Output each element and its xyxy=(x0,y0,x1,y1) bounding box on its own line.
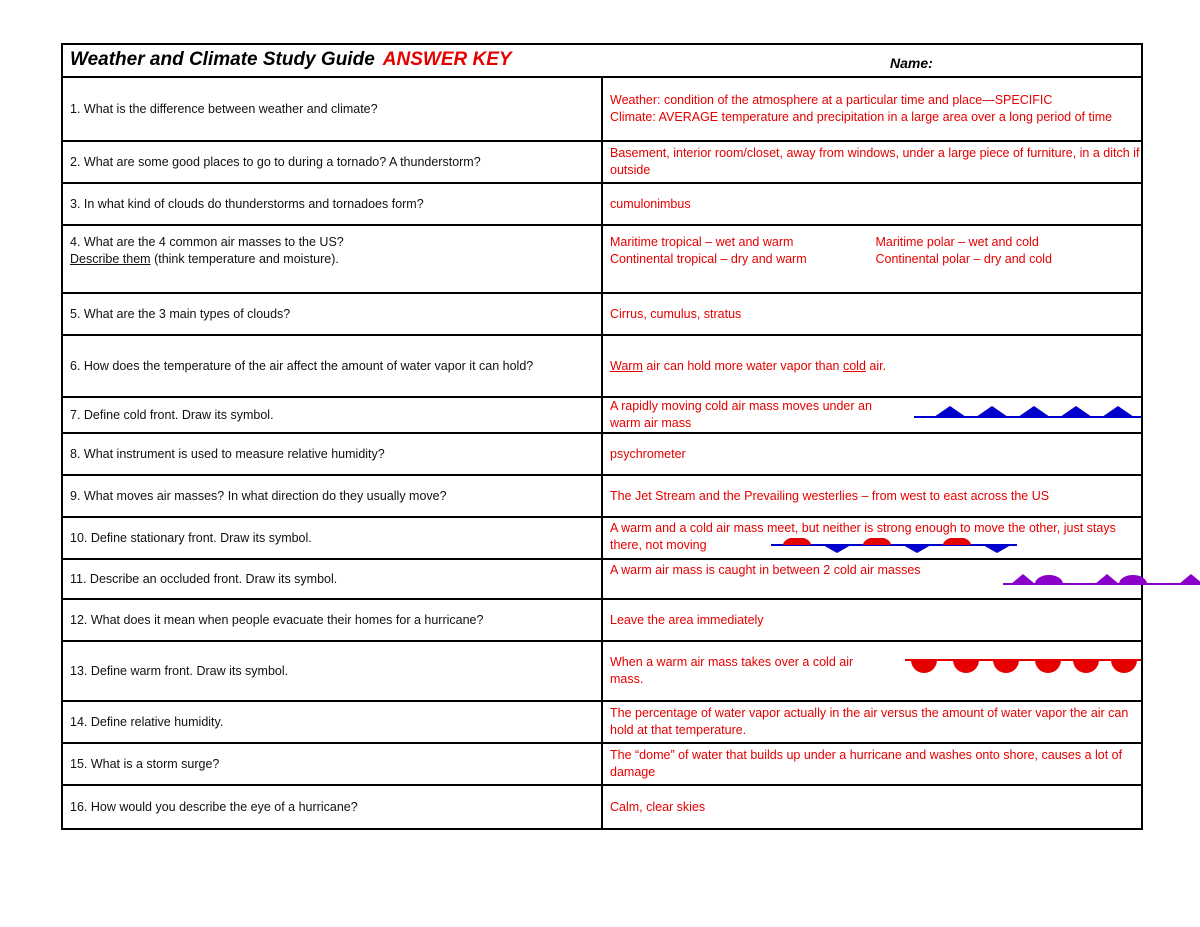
answer-9: The Jet Stream and the Prevailing westerlies – from west to east across the US xyxy=(602,475,1142,517)
answer-5: Cirrus, cumulus, stratus xyxy=(602,293,1142,335)
occluded-front-symbol-icon xyxy=(1003,568,1200,588)
page-title: Weather and Climate Study Guide xyxy=(70,49,375,70)
table-row xyxy=(62,517,1142,559)
question-4-line1: 4. What are the 4 common air masses to the US? xyxy=(70,235,344,249)
answer-6-mid: air can hold more water vapor than xyxy=(642,358,843,373)
question-12: 12. What does it mean when people evacuate their homes for a hurricane? xyxy=(62,599,602,641)
answer-4 xyxy=(602,225,1142,293)
question-16: 16. How would you describe the eye of a hurricane? xyxy=(62,785,602,829)
question-3: 3. In what kind of clouds do thunderstorms and tornadoes form? xyxy=(62,183,602,225)
table-row xyxy=(62,77,1142,141)
table-row xyxy=(62,183,1142,225)
name-label: Name: xyxy=(890,55,933,71)
answer-2: Basement, interior room/closet, away from windows, under a large piece of furniture, in a ditch if outside xyxy=(602,141,1142,183)
answer-12: Leave the area immediately xyxy=(602,599,1142,641)
answer-1-weather: Weather: condition of the atmosphere at a particular time and place—SPECIFIC xyxy=(610,93,1053,107)
header-cell xyxy=(62,44,1142,77)
warm-front-symbol-icon xyxy=(905,656,1141,678)
question-14: 14. Define relative humidity. xyxy=(62,701,602,743)
answer-6 xyxy=(602,335,1142,397)
question-10: 10. Define stationary front. Draw its symbol. xyxy=(62,517,602,559)
answer-15: The “dome” of water that builds up under a hurricane and washes onto shore, causes a lot of damage xyxy=(602,743,1142,785)
answer-11-text: A warm air mass is caught in between 2 cold air masses xyxy=(610,563,921,577)
question-1: 1. What is the difference between weather and climate? xyxy=(62,77,602,141)
question-8: 8. What instrument is used to measure relative humidity? xyxy=(62,433,602,475)
answer-7 xyxy=(602,397,1142,433)
table-row xyxy=(62,225,1142,293)
stationary-front-symbol-icon xyxy=(771,538,1021,556)
answer-6-warm: Warm xyxy=(610,358,643,373)
answer-13 xyxy=(602,641,1142,701)
cold-front-symbol-icon xyxy=(914,402,1141,420)
question-4-underlined: Describe them xyxy=(70,252,151,266)
answer-4-continental-tropical: Continental tropical – dry and warm xyxy=(610,252,807,266)
answer-4-continental-polar: Continental polar – dry and cold xyxy=(875,252,1053,266)
answer-4-maritime-tropical: Maritime tropical – wet and warm xyxy=(610,235,794,249)
answer-3: cumulonimbus xyxy=(602,183,1142,225)
table-row xyxy=(62,475,1142,517)
table-row xyxy=(62,293,1142,335)
table-row xyxy=(62,599,1142,641)
answer-14: The percentage of water vapor actually in the air versus the amount of water vapor the air can hold at that temperature. xyxy=(602,701,1142,743)
question-9: 9. What moves air masses? In what direction do they usually move? xyxy=(62,475,602,517)
table-row xyxy=(62,433,1142,475)
answer-6-end: air. xyxy=(865,358,887,373)
answer-7-text: A rapidly moving cold air mass moves under an warm air mass xyxy=(610,399,872,430)
question-7: 7. Define cold front. Draw its symbol. xyxy=(62,397,602,433)
table-row xyxy=(62,743,1142,785)
question-11: 11. Describe an occluded front. Draw its symbol. xyxy=(62,559,602,599)
study-guide-sheet xyxy=(61,43,1143,830)
study-guide-table xyxy=(61,43,1143,830)
answer-13-text: When a warm air mass takes over a cold air mass. xyxy=(610,655,854,686)
question-4 xyxy=(62,225,602,293)
answer-key-label: ANSWER KEY xyxy=(382,49,512,70)
table-row xyxy=(62,785,1142,829)
table-row xyxy=(62,141,1142,183)
question-6: 6. How does the temperature of the air affect the amount of water vapor it can hold? xyxy=(62,335,602,397)
answer-4-maritime-polar: Maritime polar – wet and cold xyxy=(875,235,1039,249)
question-15: 15. What is a storm surge? xyxy=(62,743,602,785)
table-row xyxy=(62,701,1142,743)
answer-11 xyxy=(602,559,1142,599)
header-row xyxy=(62,44,1142,77)
answer-1 xyxy=(602,77,1142,141)
question-4-rest: (think temperature and moisture). xyxy=(150,252,339,266)
table-row xyxy=(62,641,1142,701)
answer-10 xyxy=(602,517,1142,559)
table-row xyxy=(62,335,1142,397)
answer-8: psychrometer xyxy=(602,433,1142,475)
table-row xyxy=(62,397,1142,433)
table-row xyxy=(62,559,1142,599)
answer-10-text: A warm and a cold air mass meet, but neither is strong enough to move the other, just stays there, not moving xyxy=(610,521,1116,552)
question-5: 5. What are the 3 main types of clouds? xyxy=(62,293,602,335)
answer-6-cold: cold xyxy=(842,358,866,373)
question-2: 2. What are some good places to go to during a tornado? A thunderstorm? xyxy=(62,141,602,183)
question-4-line2 xyxy=(70,251,601,268)
answer-16: Calm, clear skies xyxy=(602,785,1142,829)
question-13: 13. Define warm front. Draw its symbol. xyxy=(62,641,602,701)
answer-1-climate: Climate: AVERAGE temperature and precipitation in a large area over a long period of time xyxy=(610,110,1113,124)
